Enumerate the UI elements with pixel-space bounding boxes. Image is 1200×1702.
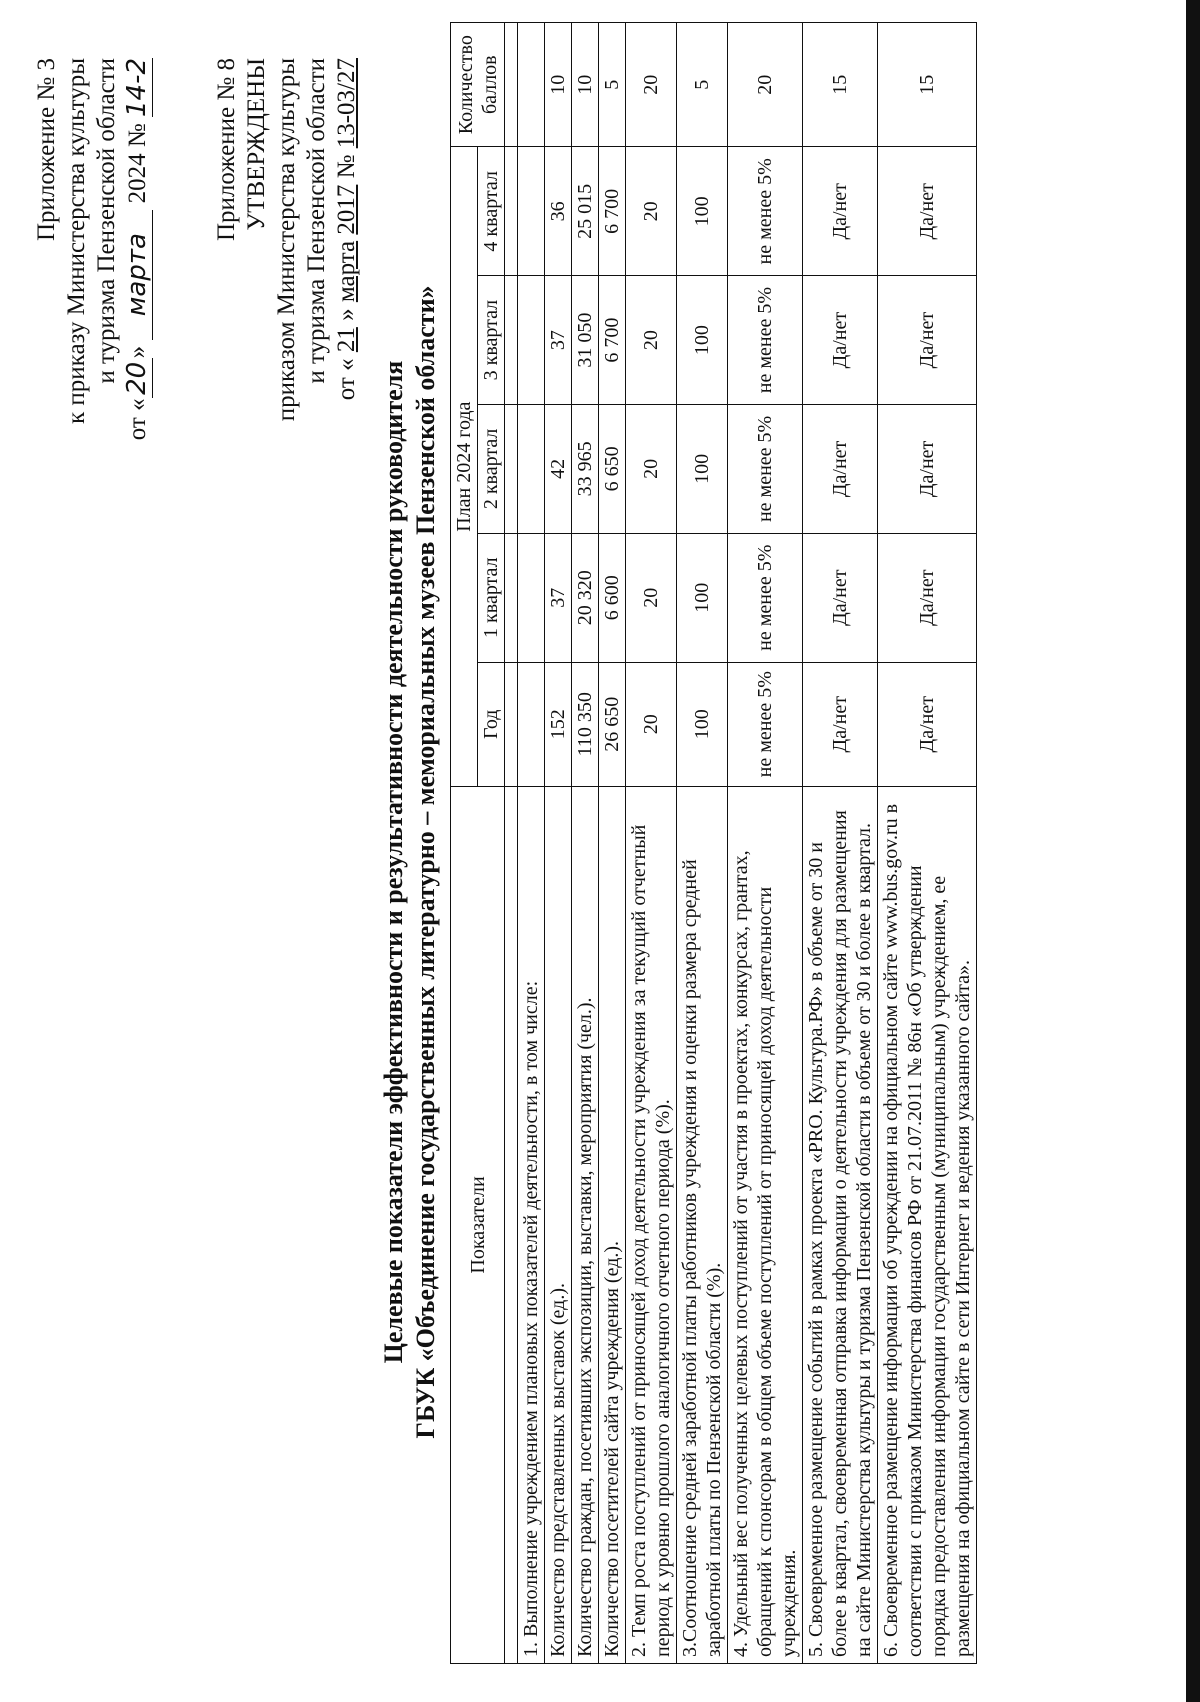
appendix-current-date-line: от «20» марта 2024 № 14-2 [122,58,152,441]
col-q4-header: 4 квартал [478,147,505,276]
col-points-header: Количество баллов [451,23,505,147]
month: марта [333,240,360,303]
col-year-header: Год [478,662,505,786]
number-label: № [333,154,360,179]
points-cell: 10 [545,23,572,147]
q3-cell: 20 [626,276,677,405]
year-cell: 100 [677,662,728,786]
col-q1-header: 1 квартал [478,533,505,662]
q4-cell: 100 [677,147,728,276]
title-line1: Целевые показатели эффективности и результативности деятельности руководителя [379,360,408,1364]
q3-cell: 37 [545,276,572,405]
q4-cell: 6 700 [599,147,626,276]
q4-cell: 36 [545,147,572,276]
indicator-cell: Количество представленных выставок (ед.). [545,786,572,1663]
q1-cell: 37 [545,533,572,662]
indicator-cell: 2. Темп роста поступлений от приносящей доход деятельности учреждения за текущий отчетный период к уровню прошлого аналогичного отчетного периода (%). [626,786,677,1663]
q1-cell: Да/нет [878,533,977,662]
number-handwritten: 14-2 [122,58,152,118]
q2-cell: 6 650 [599,405,626,534]
points-cell: 20 [626,23,677,147]
number: 13-03/27 [333,58,360,149]
table-row [545,23,572,1664]
indicator-cell: 1. Выполнение учреждением плановых показателей деятельности, в том числе: [518,786,545,1663]
indicators-table [450,22,977,1664]
q3-cell: 31 050 [572,276,599,405]
q2-cell: не менее 5% [728,405,803,534]
q2-cell [518,405,545,534]
q1-cell: 6 600 [599,533,626,662]
indicator-cell: 3.Соотношение средней заработной платы работников учреждения и оценки размера средней заработной платы по Пензенской области (%). [677,786,728,1663]
q3-cell: не менее 5% [728,276,803,405]
title-line2: ГБУК «Объединение государственных литературно – мемориальных музеев Пензенской области» [411,285,440,1439]
table-row [677,23,728,1664]
header-row-1 [451,23,478,1664]
q2-cell: 100 [677,405,728,534]
col-plan-header: План 2024 года [451,147,478,787]
year-cell: Да/нет [803,662,878,786]
indicator-cell: 5. Своевременное размещение событий в рамках проекта «PRO. Культура.РФ» в объеме от 30 и более в квартал, своевременная отправка информации о деятельности учреждения для размещения на сайте Министерства культуры и туризма Пензенской области в объеме от 30 и более в квартал. [803,786,878,1663]
points-cell [518,23,545,147]
q3-cell: 6 700 [599,276,626,405]
spacer-row [505,23,518,1664]
indicator-cell: Количество посетителей сайта учреждения (ед.). [599,786,626,1663]
indicator-cell: 4. Удельный вес полученных целевых поступлений от участия в проектах, конкурсах, грантах, обращений к спонсорам в общем объеме поступлений от приносящей доход деятельности учреждения. [728,786,803,1663]
year-cell: не менее 5% [728,662,803,786]
day-handwritten: 20 [122,358,153,398]
appendix-previous-date-line: от « 21 » марта 2017 № 13-03/27 [333,58,360,401]
table-row [599,23,626,1664]
day: 21 [333,327,360,353]
q4-cell: 20 [626,147,677,276]
q4-cell: не менее 5% [728,147,803,276]
year-cell: 152 [545,662,572,786]
year-cell: Да/нет [878,662,977,786]
appendix-previous-line4: и туризма Пензенской области [303,58,330,384]
table-row [728,23,803,1664]
year: 2017 [333,184,360,235]
appendix-current-line1: Приложение № 3 [33,58,60,242]
q3-cell [518,276,545,405]
col-indicators-header: Показатели [451,786,505,1663]
q2-cell: Да/нет [803,405,878,534]
table-row [572,23,599,1664]
points-cell: 20 [728,23,803,147]
q3-cell: 100 [677,276,728,405]
number-label: № [124,123,151,148]
points-cell: 15 [878,23,977,147]
q2-cell: 33 965 [572,405,599,534]
q1-cell: 20 320 [572,533,599,662]
q1-cell: не менее 5% [728,533,803,662]
month-handwritten: марта [122,210,153,340]
col-q3-header: 3 квартал [478,276,505,405]
indicator-cell: Количество граждан, посетивших экспозиции, выставки, мероприятия (чел.). [572,786,599,1663]
from-label: от [333,377,360,401]
col-q2-header: 2 квартал [478,405,505,534]
q2-cell: 20 [626,405,677,534]
q1-cell [518,533,545,662]
points-cell: 15 [803,23,878,147]
table-row [803,23,878,1664]
appendix-previous-block [212,58,362,421]
indicator-cell: 6. Своевременное размещение информации об учреждении на официальном сайте www.bus.gov.ru в соответствии с приказом Министерства финансов РФ от 21.07.2011 № 86н «Об утверждении порядка предоставления информации государственным (муниципальным) учреждением, ее размещения на официальном сайте в сети Интернет и ведения указанного сайта». [878,786,977,1663]
year-cell [518,662,545,786]
q3-cell: Да/нет [803,276,878,405]
points-cell: 5 [677,23,728,147]
table-row [878,23,977,1664]
year: 2024 [124,153,151,204]
q2-cell: Да/нет [878,405,977,534]
document-title [378,82,442,1642]
q1-cell: 20 [626,533,677,662]
q1-cell: Да/нет [803,533,878,662]
points-cell: 10 [572,23,599,147]
q2-cell: 42 [545,405,572,534]
appendix-previous-line3: приказом Министерства культуры [273,58,300,422]
q4-cell [518,147,545,276]
q1-cell: 100 [677,533,728,662]
q4-cell: Да/нет [803,147,878,276]
appendix-current-block [32,58,153,440]
year-cell: 26 650 [599,662,626,786]
appendix-previous-line2: УТВЕРЖДЕНЫ [243,58,270,231]
table-row [626,23,677,1664]
appendix-previous-line1: Приложение № 8 [213,58,240,242]
table-row [518,23,545,1664]
appendix-current-line3: и туризма Пензенской области [93,58,120,384]
q4-cell: Да/нет [878,147,977,276]
year-cell: 110 350 [572,662,599,786]
year-cell: 20 [626,662,677,786]
appendix-current-line2: к приказу Министерства культуры [63,58,90,424]
q3-cell: Да/нет [878,276,977,405]
points-cell: 5 [599,23,626,147]
from-label: от [124,417,151,441]
q4-cell: 25 015 [572,147,599,276]
